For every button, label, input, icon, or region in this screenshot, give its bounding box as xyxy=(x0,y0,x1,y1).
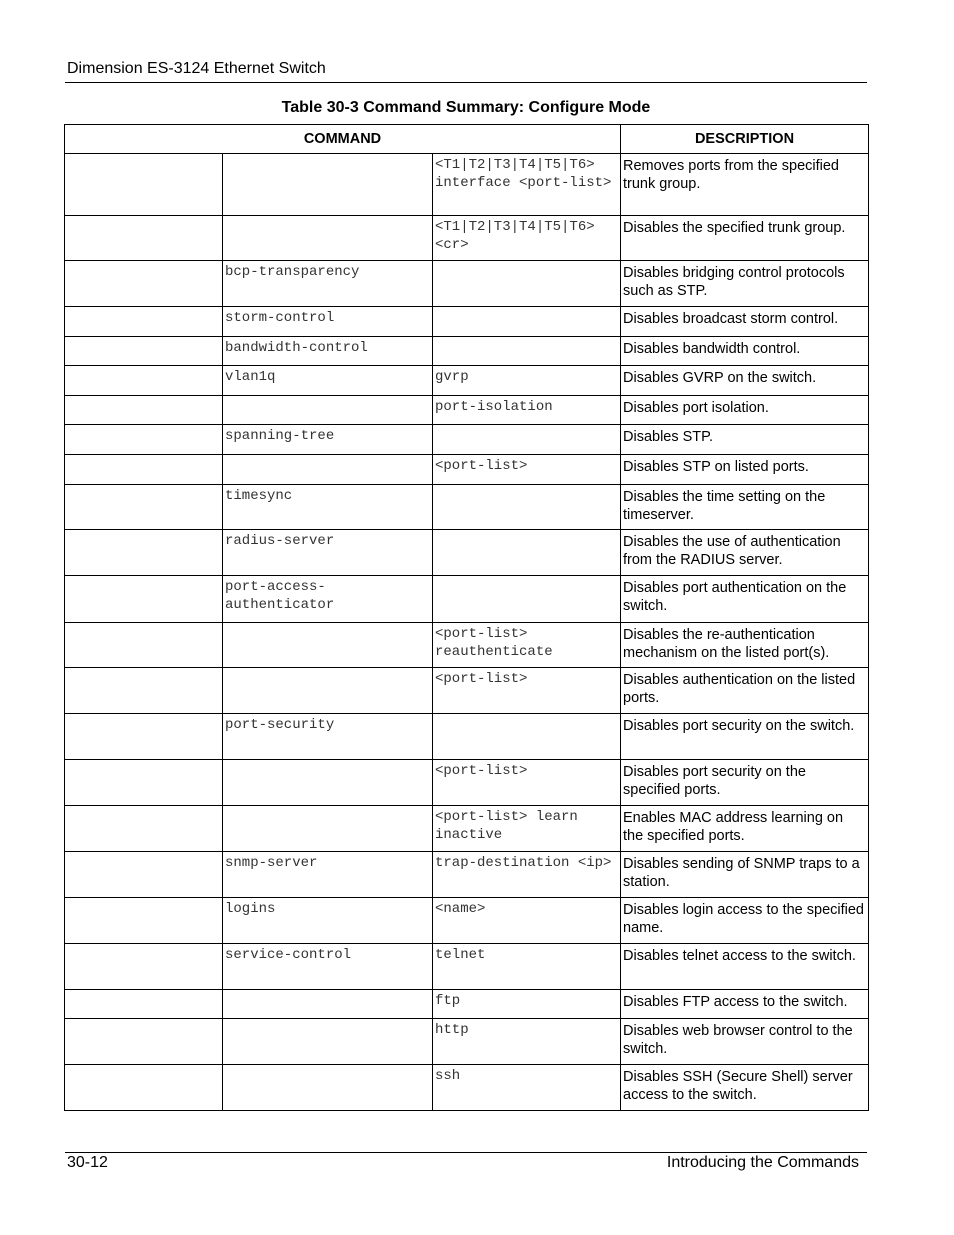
command-cell-level2 xyxy=(223,154,433,216)
description-cell: Removes ports from the specified trunk group. xyxy=(621,154,869,216)
command-cell-level2 xyxy=(223,1019,433,1065)
command-cell-level1 xyxy=(65,806,223,852)
table-row xyxy=(65,396,869,425)
command-cell-level3: <T1|T2|T3|T4|T5|T6> <cr> xyxy=(433,216,621,261)
command-cell-level1 xyxy=(65,455,223,485)
table-row xyxy=(65,576,869,623)
command-cell-level2: vlan1q xyxy=(223,366,433,396)
command-cell-level3 xyxy=(433,337,621,366)
description-cell: Disables FTP access to the switch. xyxy=(621,990,869,1019)
command-cell-level3: <port-list> learn inactive xyxy=(433,806,621,852)
description-cell: Disables login access to the specified name. xyxy=(621,898,869,944)
section-title: Introducing the Commands xyxy=(666,1154,859,1171)
table-row xyxy=(65,623,869,668)
command-cell-level2: logins xyxy=(223,898,433,944)
command-cell-level2 xyxy=(223,668,433,714)
command-column-header: COMMAND xyxy=(65,125,621,154)
description-cell: Disables SSH (Secure Shell) server access to the switch. xyxy=(621,1065,869,1111)
command-cell-level2: storm-control xyxy=(223,307,433,337)
command-cell-level1 xyxy=(65,396,223,425)
description-column-header: DESCRIPTION xyxy=(621,125,869,154)
command-cell-level1 xyxy=(65,1019,223,1065)
description-cell: Disables bandwidth control. xyxy=(621,337,869,366)
command-cell-level3: gvrp xyxy=(433,366,621,396)
command-cell-level1 xyxy=(65,623,223,668)
table-body xyxy=(65,154,869,1111)
command-cell-level1 xyxy=(65,944,223,990)
table-row xyxy=(65,760,869,806)
command-cell-level3: <name> xyxy=(433,898,621,944)
command-cell-level3 xyxy=(433,530,621,576)
description-cell: Disables STP. xyxy=(621,425,869,455)
command-cell-level3 xyxy=(433,425,621,455)
command-cell-level3: <port-list> xyxy=(433,668,621,714)
command-cell-level3 xyxy=(433,485,621,530)
command-cell-level2: radius-server xyxy=(223,530,433,576)
command-cell-level2: timesync xyxy=(223,485,433,530)
footer-divider xyxy=(65,1152,867,1153)
command-cell-level3 xyxy=(433,261,621,307)
command-cell-level1 xyxy=(65,425,223,455)
description-cell: Disables STP on listed ports. xyxy=(621,455,869,485)
table-row xyxy=(65,261,869,307)
command-cell-level2: service-control xyxy=(223,944,433,990)
command-summary-table xyxy=(64,124,869,1111)
description-cell: Disables the specified trunk group. xyxy=(621,216,869,261)
command-cell-level1 xyxy=(65,576,223,623)
command-cell-level2 xyxy=(223,216,433,261)
command-cell-level1 xyxy=(65,485,223,530)
command-cell-level1 xyxy=(65,366,223,396)
description-cell: Enables MAC address learning on the specified ports. xyxy=(621,806,869,852)
command-cell-level1 xyxy=(65,307,223,337)
description-cell: Disables broadcast storm control. xyxy=(621,307,869,337)
table-header-row xyxy=(65,125,869,154)
description-cell: Disables port isolation. xyxy=(621,396,869,425)
command-cell-level3: port-isolation xyxy=(433,396,621,425)
command-cell-level3: ssh xyxy=(433,1065,621,1111)
command-cell-level1 xyxy=(65,337,223,366)
command-cell-level1 xyxy=(65,530,223,576)
description-cell: Disables the use of authentication from the RADIUS server. xyxy=(621,530,869,576)
command-cell-level2 xyxy=(223,990,433,1019)
command-cell-level2 xyxy=(223,1065,433,1111)
command-cell-level2 xyxy=(223,455,433,485)
command-cell-level2 xyxy=(223,623,433,668)
command-cell-level2: bandwidth-control xyxy=(223,337,433,366)
command-cell-level3: http xyxy=(433,1019,621,1065)
description-cell: Disables port authentication on the switch. xyxy=(621,576,869,623)
command-cell-level1 xyxy=(65,216,223,261)
command-cell-level2: snmp-server xyxy=(223,852,433,898)
command-cell-level1 xyxy=(65,714,223,760)
command-cell-level1 xyxy=(65,898,223,944)
description-cell: Disables port security on the switch. xyxy=(621,714,869,760)
description-cell: Disables web browser control to the switch. xyxy=(621,1019,869,1065)
description-cell: Disables the time setting on the timeserver. xyxy=(621,485,869,530)
command-cell-level3 xyxy=(433,576,621,623)
table-row xyxy=(65,425,869,455)
command-cell-level3: <port-list> xyxy=(433,760,621,806)
command-cell-level2 xyxy=(223,760,433,806)
table-caption: Table 30-3 Command Summary: Configure Mode xyxy=(281,99,651,116)
command-cell-level2 xyxy=(223,396,433,425)
table-row xyxy=(65,714,869,760)
command-cell-level3: trap-destination <ip> xyxy=(433,852,621,898)
command-cell-level3 xyxy=(433,714,621,760)
command-cell-level2: bcp-transparency xyxy=(223,261,433,307)
command-cell-level3: <port-list> reauthenticate xyxy=(433,623,621,668)
description-cell: Disables port security on the specified ports. xyxy=(621,760,869,806)
description-cell: Disables GVRP on the switch. xyxy=(621,366,869,396)
table-row xyxy=(65,990,869,1019)
running-header: Dimension ES-3124 Ethernet Switch xyxy=(67,60,326,77)
command-cell-level2: spanning-tree xyxy=(223,425,433,455)
table-row xyxy=(65,455,869,485)
table-row xyxy=(65,852,869,898)
description-cell: Disables bridging control protocols such as STP. xyxy=(621,261,869,307)
table-row xyxy=(65,307,869,337)
command-cell-level3 xyxy=(433,307,621,337)
command-cell-level1 xyxy=(65,990,223,1019)
table-row xyxy=(65,154,869,216)
table-row xyxy=(65,366,869,396)
description-cell: Disables telnet access to the switch. xyxy=(621,944,869,990)
command-cell-level1 xyxy=(65,852,223,898)
description-cell: Disables authentication on the listed ports. xyxy=(621,668,869,714)
command-cell-level1 xyxy=(65,261,223,307)
table-row xyxy=(65,485,869,530)
command-cell-level1 xyxy=(65,1065,223,1111)
command-cell-level2 xyxy=(223,806,433,852)
table-row xyxy=(65,530,869,576)
command-cell-level2: port-access-authenticator xyxy=(223,576,433,623)
description-cell: Disables the re-authentication mechanism on the listed port(s). xyxy=(621,623,869,668)
command-cell-level3: ftp xyxy=(433,990,621,1019)
table-row xyxy=(65,1019,869,1065)
table-row xyxy=(65,806,869,852)
command-cell-level3: <port-list> xyxy=(433,455,621,485)
table-row xyxy=(65,337,869,366)
page-number: 30-12 xyxy=(67,1154,108,1171)
table-row xyxy=(65,216,869,261)
table-row xyxy=(65,944,869,990)
header-divider xyxy=(65,82,867,83)
command-cell-level3: telnet xyxy=(433,944,621,990)
command-cell-level2: port-security xyxy=(223,714,433,760)
table-row xyxy=(65,1065,869,1111)
command-cell-level1 xyxy=(65,668,223,714)
table-row xyxy=(65,898,869,944)
command-cell-level3: <T1|T2|T3|T4|T5|T6> interface <port-list> xyxy=(433,154,621,216)
description-cell: Disables sending of SNMP traps to a station. xyxy=(621,852,869,898)
table-row xyxy=(65,668,869,714)
command-cell-level1 xyxy=(65,154,223,216)
command-cell-level1 xyxy=(65,760,223,806)
